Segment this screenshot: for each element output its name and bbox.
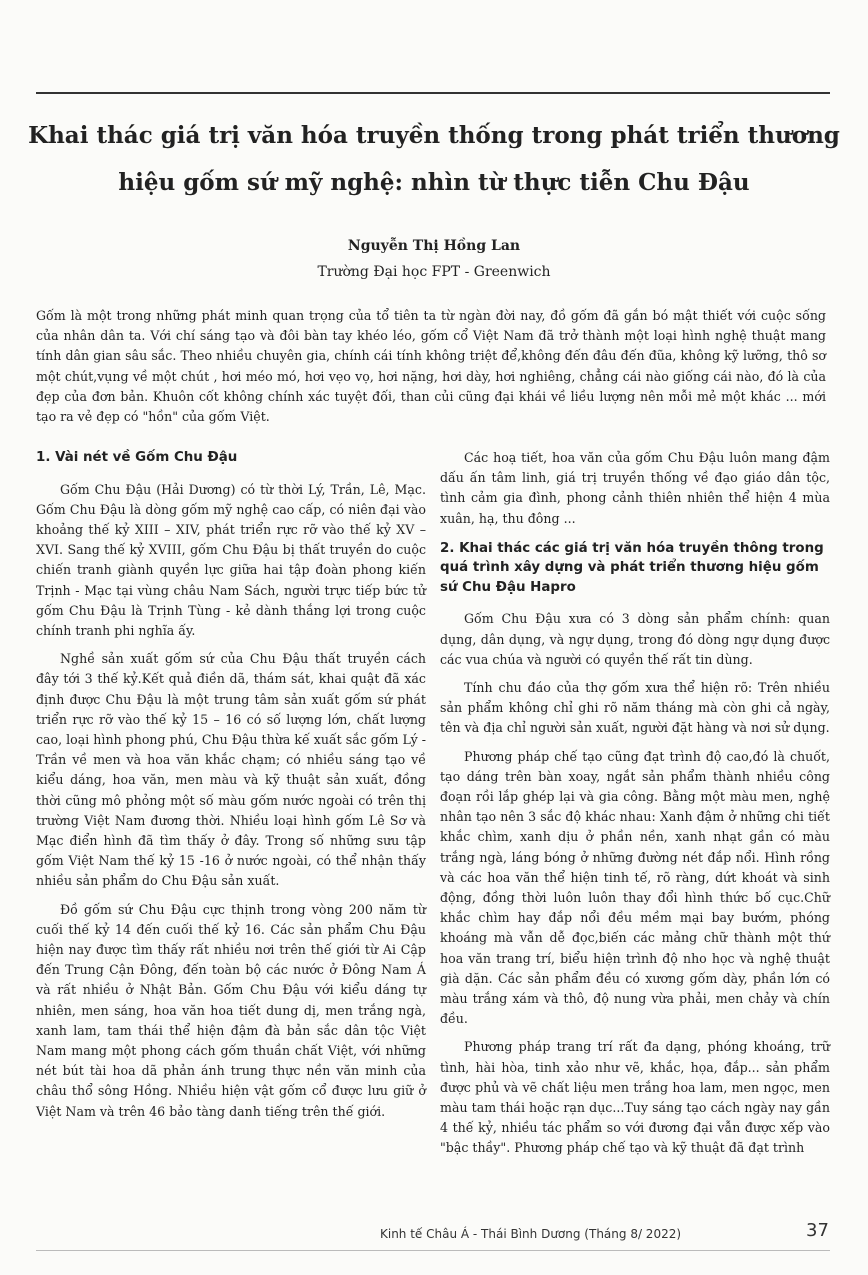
journal-name: Kinh tế Châu Á - Thái Bình Dương (Tháng 8/ 2022): [380, 1227, 682, 1241]
author-name: Nguyễn Thị Hồng Lan: [347, 238, 521, 254]
section-1-heading: 1. Vài nét về Gốm Chu Đậu: [36, 450, 238, 465]
abstract: Gốm là một trong những phát minh quan trọng của tổ tiên ta từ ngàn đời nay, đồ gốm đã gắn bó mật thiết với cuộc sống của nhân dân ta. Với chí sáng tạo và đôi bàn tay khéo léo, gốm cổ Việt Nam đã trở thành một loại hình nghệ thuật mang tính dân gian sâu sắc. Theo nhiều chuyên gia, chính cái tính không triệt để,không đến đâu đến đũa, không kỹ lưỡng, thô sơ một chút,vụng về một chút , hơi méo mó, hơi vẹo vọ, hơi nặng, hơi dày, hơi nghiêng, chẳng cái nào giống cái nào, đó là của đẹp của đơn bản. Khuôn cốt không chính xác tuyệt đối, than củi cũng đại khái về liều lượng nên mỗi mẻ một khác ... mới tạo ra vẻ đẹp có "hồn" của gốm Việt.: [36, 308, 826, 425]
article-title: Khai thác giá trị văn hóa truyền thống trong phát triển thương hiệu gốm sứ mỹ nghệ: nhìn từ thực tiễn Chu Đậu: [28, 122, 840, 196]
paragraph: Nghề sản xuất gốm sứ của Chu Đậu thất truyền cách đây tới 3 thế kỷ.Kết quả điền dã, thám sát, khai quật đã xác định được Chu Đậu là một trung tâm sản xuất gốm sứ phát triển rực rỡ vào thế kỷ 15 – 16 có số lượng lớn, chất lượng cao, loại hình phong phú, Chu Đậu thừa kế xuất sắc gốm Lý - Trần về men và hoa văn khắc chạm; có nhiều sáng tạo về kiểu dáng, hoa văn, men màu và kỹ thuật sản xuất, đồng thời cũng mô phỏng một số màu gốm nước ngoài có trên thị trường Việt Nam đương thời. Nhiều loại hình gốm Lê Sơ và Mạc điển hình đã tìm thấy ở đây. Trong số những sưu tập gốm Việt Nam thế kỷ 15 -16 ở nước ngoài, có thể nhận thấy nhiều sản phẩm do Chu Đậu sản xuất.: [36, 651, 426, 889]
paragraph: Tính chu đáo của thợ gốm xưa thể hiện rõ: Trên nhiều sản phẩm không chỉ ghi rõ năm tháng mà còn ghi cả ngày, tên và địa chỉ người sản xuất, người đặt hàng và nơi sử dụng.: [440, 679, 830, 736]
paragraph: Gốm Chu Đậu xưa có 3 dòng sản phẩm chính: quan dụng, dân dụng, và ngự dụng, trong đó dòng ngự dụng được các vua chúa và người có quyền thế rất tin dùng.: [440, 611, 830, 667]
paragraph: Các hoạ tiết, hoa văn của gốm Chu Đậu luôn mang đậm dấu ấn tâm linh, giá trị truyền thống về đạo giáo dân tộc, tình cảm gia đình, phong cảnh thiên nhiên thể hiện 4 mùa xuân, hạ, thu đông ...: [440, 450, 830, 526]
top-rule: [36, 92, 830, 94]
author-affiliation: Trường Đại học FPT - Greenwich: [317, 264, 551, 280]
right-column: [440, 448, 830, 1167]
page-number: 37: [806, 1220, 829, 1241]
paragraph: Đồ gốm sứ Chu Đậu cực thịnh trong vòng 200 năm từ cuối thế kỷ 14 đến cuối thế kỷ 16. Các sản phẩm Chu Đậu hiện nay được tìm thấy rất nhiều nơi trên thế giới từ Ai Cập đến Trung Cận Đông, đến toàn bộ các nước ở Đông Nam Á và rất nhiều ở Nhật Bản. Gốm Chu Đậu với kiểu dáng tự nhiên, men sáng, hoa văn hoa tiết dung dị, men trắng ngà, xanh lam, tam thái thể hiện đậm đà bản sắc dân tộc Việt Nam mang một phong cách gốm thuần chất Việt, với những nét bút tài hoa dã phản ánh trung thực nền văn minh của châu thổ sông Hồng. Nhiều hiện vật gốm cổ được lưu giữ ở Việt Nam và trên 46 bảo tàng danh tiếng trên thế giới.: [36, 901, 426, 1119]
paragraph: Phương pháp chế tạo cũng đạt trình độ cao,đó là chuốt, tạo dáng trên bàn xoay, ngắt sản phẩm thành nhiều công đoạn rồi lắp ghép lại và gia công. Bằng một màu men, nghệ nhân tạo nên 3 sắc độ khác nhau: Xanh đậm ở những chi tiết khắc chìm, xanh dịu ở phần nền, xanh nhạt gần có màu trắng ngà, láng bóng ở những đường nét đắp nổi. Hình rồng và các hoa văn thể hiện tinh tế, rõ ràng, dứt khoát và sinh động, đồng thời luôn luôn thay đổi hình thức bố cục.Chữ khắc chìm hay đắp nổi đều mềm mại bay bướm, phóng khoáng mà vẫn dễ đọc,biến các mảng chữ thành một thứ hoa văn trang trí, biểu hiện trình độ nho học và nghệ thuật già dặn. Các sản phẩm đều có xương gốm dày, phần lớn có màu trắng xám và thô, độ nung vừa phải, men chảy và chín đều.: [440, 748, 830, 1027]
paragraph: Phương pháp trang trí rất đa dạng, phóng khoáng, trữ tình, hài hòa, tinh xảo như vẽ, khắc, họa, đắp... sản phẩm được phủ và vẽ chất liệu men trắng hoa lam, men ngọc, men màu tam thái hoặc rạn dục...Tuy sáng tạo cách ngày nay gần 4 thế kỷ, nhiều tác phẩm so với đương đại vẫn được xếp vào "bậc thầy". Phương pháp chế tạo và kỹ thuật đã đạt trình: [440, 1039, 830, 1156]
section-2-heading: 2. Khai thác các giá trị văn hóa truyền thông trong quá trình xây dựng và phát triển thương hiệu gốm sứ Chu Đậu Hapro: [440, 540, 824, 595]
left-column: [36, 448, 426, 1130]
bottom-rule: [36, 1250, 830, 1251]
paragraph: Gốm Chu Đậu (Hải Dương) có từ thời Lý, Trần, Lê, Mạc. Gốm Chu Đậu là dòng gốm mỹ nghệ cao cấp, có niên đại vào khoảng thế kỷ XIII – XIV, phát triển rực rỡ vào thế kỷ XV – XVI. Sang thế kỷ XVIII, gốm Chu Đậu bị thất truyền do cuộc chiến tranh giành quyền lực giữa hai tập đoàn phong kiến Trịnh - Mạc tại vùng châu Nam Sách, người trực tiếp bức tử gốm Chu Đậu là Trịnh Tùng - kẻ dành thắng lợi trong cuộc chính tranh phi nghĩa ấy.: [36, 481, 426, 638]
